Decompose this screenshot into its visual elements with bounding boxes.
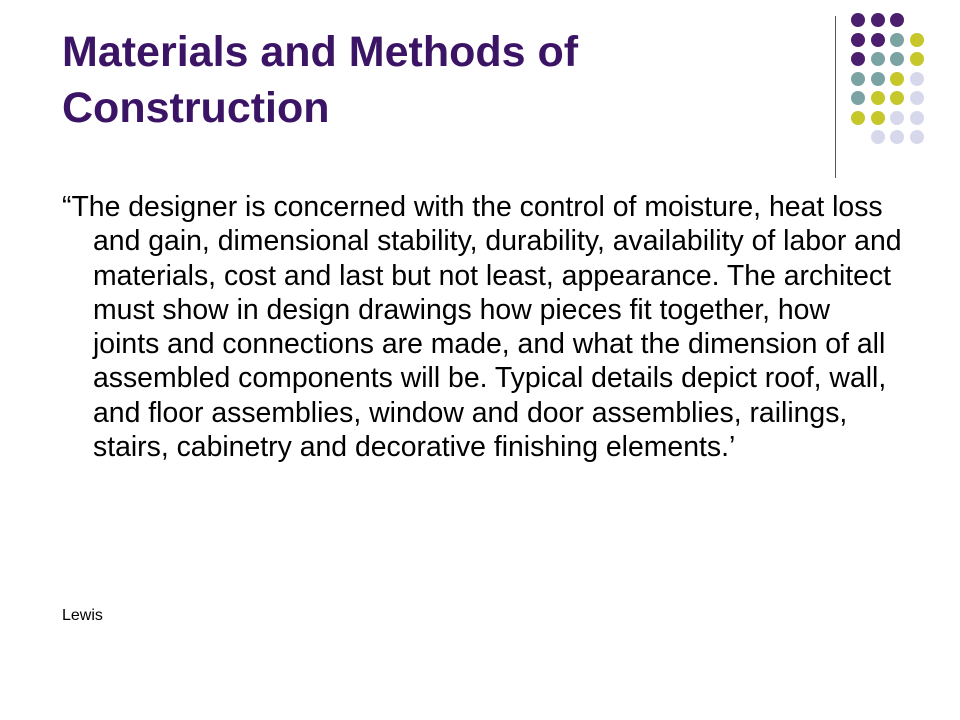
decorative-dot [890,130,904,144]
decorative-dot [910,52,924,66]
decorative-dot [851,111,865,125]
slide-title: Materials and Methods of Construction [62,28,579,132]
decorative-dot [910,130,924,144]
decorative-dot [910,111,924,125]
decorative-dot [890,52,904,66]
decorative-dot [851,72,865,86]
decorative-dot [890,91,904,105]
decorative-dot [851,91,865,105]
decorative-dot [890,33,904,47]
decorative-dot [890,72,904,86]
decorative-dot [910,33,924,47]
quote-attribution: Lewis [62,607,103,624]
decorative-dot [871,130,885,144]
decorative-dot [871,33,885,47]
decorative-dot [871,72,885,86]
decorative-dot [851,33,865,47]
decorative-dot-grid [851,13,931,153]
decorative-dot [851,52,865,66]
quote-body-text: “The designer is concerned with the control of moisture, heat loss and gain, dimensional stability, durability, availability of labor and materials, cost and last but not least, appearance. The architect must show in design drawings how pieces fit together, how joints and connections are made, and what the dimension of all assembled components will be. Typical details depict roof, wall, and floor assemblies, window and door assemblies, railings, stairs, cabinetry and decorative finishing elements.’ [62,191,902,464]
decorative-dot [851,13,865,27]
decorative-dot [890,111,904,125]
title-divider-line [835,16,836,178]
decorative-dot [871,13,885,27]
decorative-dot [871,111,885,125]
decorative-dot [910,91,924,105]
decorative-dot [890,13,904,27]
decorative-dot [871,91,885,105]
decorative-dot [871,52,885,66]
decorative-dot [910,72,924,86]
